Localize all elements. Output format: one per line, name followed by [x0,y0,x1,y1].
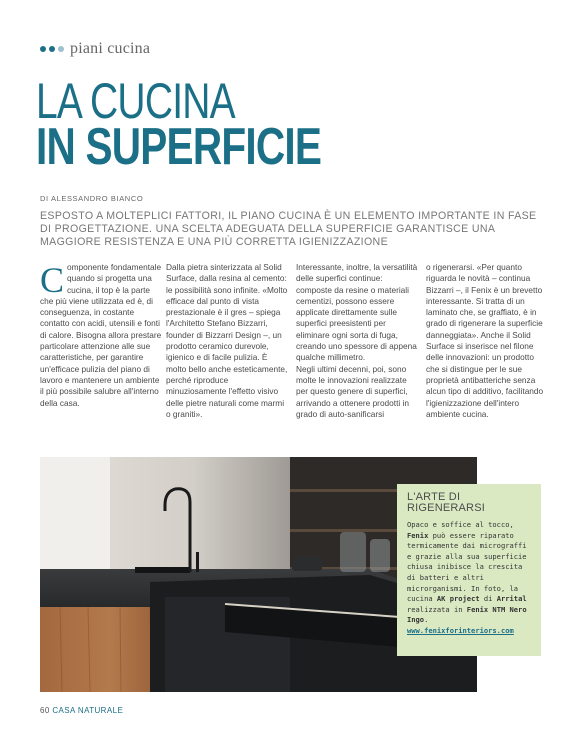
folio [40,706,123,715]
publication-name: CASA NATURALE [52,706,124,715]
section-dots-icon [40,46,64,52]
column-3-paragraph-1: Interessante, inoltre, la versatilità delle superfici continue: composte da resine o materiali cementizi, possono essere applicate direttamente sulle superfici preesistenti per eliminare ogni sorta di fuga, creando uno spessore di appena qualche millimetro. [296,262,418,363]
body-column-3 [296,262,419,420]
sidebar-bold-brand: Arrital [496,594,527,604]
page-number: 60 [40,706,50,715]
sidebar-bold-fenix: Fenix [407,530,429,540]
column-1-text: omponente fondamentale quando si progetta una cucina, il top è la parte che più viene utilizzata ed è, di conseguenza, in costante contatto con acidi, utensili e fonti di calore. Bisogna allora prestare particolare attenzione alle sue caratteristiche, per garantire un'efficace pulizia del piano di lavoro e mantenere un ambiente il più possibile salubre all'interno della casa. [40,262,162,408]
column-3-paragraph-2: Negli ultimi decenni, poi, sono molte le innovazioni realizzate per questo genere di superfici, arrivando a ottenere prodotti in grado di auto-sanificarsi [296,363,410,419]
column-4-text: o rigenerarsi. «Per quanto riguarda le novità – continua Bizzarri –, il Fenix è un brevetto interessante. Si tratta di un laminato che, se graffiato, è in grado di rigenerare la superficie danneggiata». Anche il Solid Surface si inserisce nel filone delle innovazioni: un prodotto che si distingue per le sue proprietà antibatteriche senza alcun tipo di additivo, facilitando l'igienizzazione dell'intero ambiente cucina. [426,262,544,419]
sidebar-box [397,484,541,656]
sidebar-body: Opaco e soffice al tocco, Fenix può essere riparato termicamente dai micrograffi e grazie alla sua superficie chiusa inibisce la crescita di batteri e altri microrganismi. In foto, la cucina AK project di Arrital realizzata in Fenix NTM Nero Ingo. www.fenixforinteriors.com [407,520,527,635]
sidebar-bold-project: AK project [436,594,480,604]
body-column-1 [40,262,163,409]
headline-line-2: IN SUPERFICIE [36,118,322,176]
drop-cap: C [40,260,65,300]
byline: DI ALESSANDRO BIANCO [40,194,144,203]
body-column-4 [426,262,549,420]
article-deck: ESPOSTO A MOLTEPLICI FATTORI, IL PIANO CUCINA È UN ELEMENTO IMPORTANTE IN FASE DI PROGETTAZIONE. UNA SCELTA ADEGUATA DELLA SUPERFICIE GARANTISCE UNA MAGGIORE RESISTENZA E UNA PIÙ CORRETTA IGIENIZZAZIONE [40,210,537,248]
headline-line-1: LA CUCINA [36,73,235,129]
sidebar-bold-material: Fenix NTM Nero Ingo [407,604,527,625]
section-tag [40,40,150,58]
section-label: piani cucina [70,40,151,57]
headline [36,73,402,176]
sidebar-title: L'ARTE DI RIGENERARSI [407,491,485,514]
column-2-text: Dalla pietra sinterizzata al Solid Surface, dalla resina al cemento: le possibilità sono infinite. «Molto efficace dal punto di vista prestazionale è il gres – spiega l'Architetto Stefano Bizzarri, founder di Bizzarri Design –, un prodotto ceramico durevole, igienico e di facile pulizia. È molto bello anche esteticamente, perché riproduce minuziosamente l'effetto visivo delle pietre naturali come marmi o graniti». [166,262,288,419]
sidebar-link[interactable]: www.fenixforinteriors.com [407,625,514,635]
body-column-2 [166,262,289,420]
